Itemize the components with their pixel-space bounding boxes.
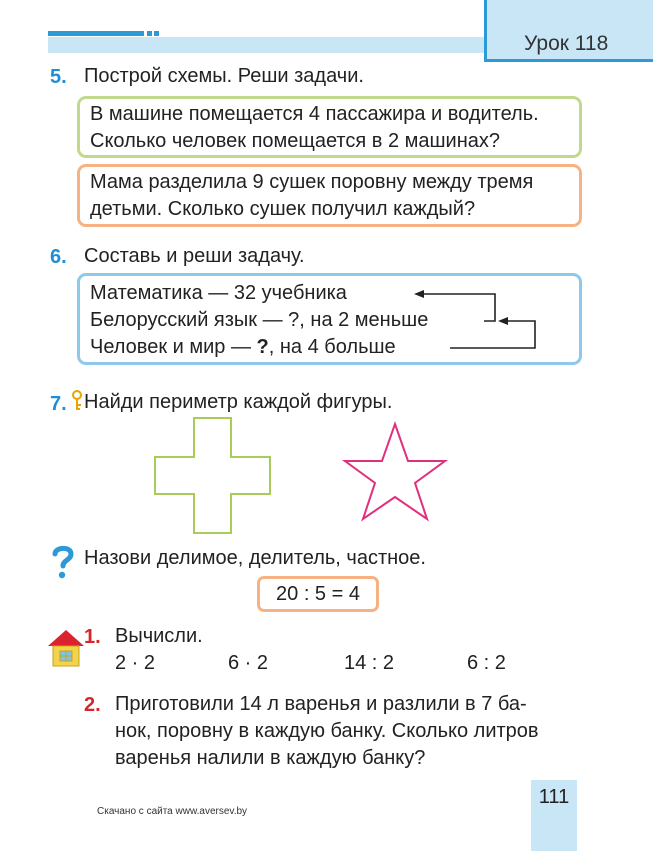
- task6-row: Человек и мир — ?, на 4 больше: [90, 336, 396, 358]
- task7-number: 7.: [50, 393, 67, 415]
- hw1-item: 6 · 2: [228, 652, 269, 674]
- footer-source: Скачано с сайта www.aversev.by: [97, 806, 248, 817]
- hw1-number: 1.: [84, 626, 101, 648]
- task5-text: Построй схемы. Реши задачи.: [84, 65, 364, 87]
- expression-box: 20 : 5 = 4: [257, 576, 379, 612]
- hw1-text: Вычисли.: [115, 625, 203, 647]
- lesson-title: Урок 118: [524, 32, 609, 55]
- problem-b-line: детьми. Сколько сушек получил каждый?: [90, 198, 476, 220]
- problem-a-line: Сколько человек помещается в 2 машинах?: [90, 130, 500, 152]
- task7-text: Найди периметр каждой фигуры.: [84, 391, 393, 413]
- hw2-line: варенья налили в каждую банку?: [115, 747, 426, 769]
- hw2-line: Приготовили 14 л варенья и разлили в 7 ба-: [115, 693, 527, 715]
- problem-a-line: В машине помещается 4 пассажира и водитель.: [90, 103, 539, 125]
- hw2-line: нок, поровну в каждую банку. Сколько литров: [115, 720, 539, 742]
- task6-row: Математика — 32 учебника: [90, 282, 347, 304]
- page-number: 111: [538, 786, 570, 808]
- hw1-item: 2 · 2: [115, 652, 156, 674]
- task5-number: 5.: [50, 66, 67, 88]
- hw1-item: 14 : 2: [344, 652, 395, 674]
- task6-number: 6.: [50, 246, 67, 268]
- hw1-item: 6 : 2: [467, 652, 506, 674]
- problem-b-line: Мама разделила 9 сушек поровну между тремя: [90, 171, 534, 193]
- home-icon: [46, 628, 86, 668]
- question-icon: [50, 544, 76, 580]
- question-text: Назови делимое, делитель, частное.: [84, 547, 426, 569]
- task6-text: Составь и реши задачу.: [84, 245, 305, 267]
- hw2-number: 2.: [84, 694, 101, 716]
- task6-row: Белорусский язык — ?, на 2 меньше: [90, 309, 429, 331]
